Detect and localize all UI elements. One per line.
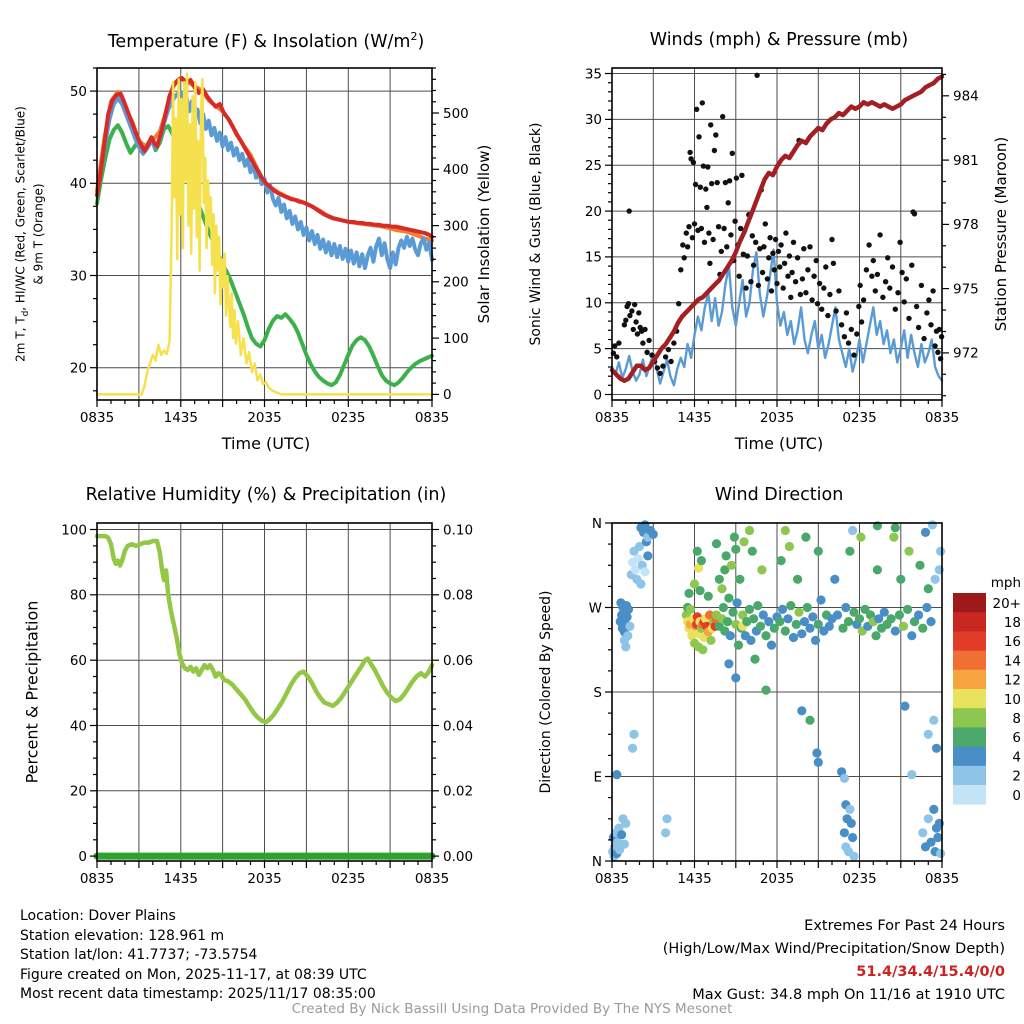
legend-title: mph xyxy=(990,575,1021,591)
svg-text:0835: 0835 xyxy=(594,871,630,887)
svg-text:0.10: 0.10 xyxy=(443,522,474,539)
legend-label: 20+ xyxy=(992,595,1021,612)
legend-swatch xyxy=(953,593,986,613)
legend-swatch xyxy=(953,727,986,747)
legend-label: 18 xyxy=(1003,615,1021,631)
svg-text:1435: 1435 xyxy=(677,410,712,426)
svg-text:40: 40 xyxy=(69,176,87,193)
svg-text:0.06: 0.06 xyxy=(443,653,474,669)
extremes-subtitle: (High/Low/Max Wind/Precipitation/Snow Depth) xyxy=(662,941,1005,957)
svg-text:1435: 1435 xyxy=(677,871,712,887)
svg-text:5: 5 xyxy=(593,341,602,358)
figure-created: Figure created on Mon, 2025-11-17, at 08:39 UTC xyxy=(20,966,367,983)
credit-line: Created By Nick Bassill Using Data Provided By The NYS Mesonet xyxy=(291,1001,733,1017)
svg-text:35: 35 xyxy=(584,66,602,83)
svg-text:25: 25 xyxy=(584,158,602,174)
svg-text:15: 15 xyxy=(584,249,602,266)
legend-label: 2 xyxy=(1012,768,1021,785)
svg-text:50: 50 xyxy=(69,83,87,100)
legend-swatch xyxy=(953,689,986,709)
title-superscript: 2 xyxy=(410,30,418,43)
station-elevation: Station elevation: 128.961 m xyxy=(20,927,225,944)
svg-text:200: 200 xyxy=(443,274,469,291)
svg-text:1435: 1435 xyxy=(163,871,198,887)
svg-text:W: W xyxy=(588,600,602,617)
svg-text:S: S xyxy=(593,684,602,701)
legend-label: 0 xyxy=(1012,787,1021,804)
legend-label: 12 xyxy=(1003,672,1021,689)
svg-text:10: 10 xyxy=(584,295,602,312)
legend-label: 4 xyxy=(1012,749,1021,766)
svg-text:1435: 1435 xyxy=(163,410,198,426)
y-axis-label-percent: Percent & Precipitation xyxy=(22,600,42,784)
winds-pressure-chart xyxy=(512,0,1024,455)
x-axis-label-right: Time (UTC) xyxy=(734,434,824,453)
svg-text:40: 40 xyxy=(69,718,87,735)
station-info xyxy=(20,907,376,1005)
legend-swatch xyxy=(953,631,986,651)
extremes-values: 51.4/34.4/15.4/0/0 xyxy=(856,964,1005,980)
data-timestamp: Most recent data timestamp: 2025/11/17 08:35:00 xyxy=(20,986,376,1002)
svg-text:981: 981 xyxy=(953,152,979,169)
title-text: Temperature (F) & Insolation (W/m xyxy=(107,31,411,52)
svg-text:20: 20 xyxy=(69,783,87,800)
svg-text:N: N xyxy=(591,853,602,870)
station-location: Location: Dover Plains xyxy=(20,908,176,924)
y-axis-label-insolation: Solar Insolation (Yellow) xyxy=(475,144,493,324)
svg-text:0835: 0835 xyxy=(594,410,630,426)
svg-text:2035: 2035 xyxy=(759,410,795,426)
legend-label: 6 xyxy=(1012,730,1021,747)
chart-title-humidity: Relative Humidity (%) & Precipitation (in) xyxy=(85,485,447,505)
svg-text:0: 0 xyxy=(78,848,87,865)
svg-text:0235: 0235 xyxy=(331,410,366,426)
svg-text:60: 60 xyxy=(69,653,87,669)
svg-text:0835: 0835 xyxy=(924,410,960,426)
svg-text:0235: 0235 xyxy=(331,871,366,887)
svg-text:0835: 0835 xyxy=(924,871,960,887)
extremes-info xyxy=(663,915,1005,1007)
y-axis-label-wind: Sonic Wind & Gust (Blue, Black) xyxy=(528,122,544,346)
svg-text:972: 972 xyxy=(953,345,979,362)
svg-text:0835: 0835 xyxy=(79,871,115,887)
extremes-title: Extremes For Past 24 Hours xyxy=(804,918,1005,934)
svg-text:500: 500 xyxy=(443,105,469,122)
temperature-insolation-chart xyxy=(0,0,512,455)
svg-text:0235: 0235 xyxy=(842,410,877,426)
svg-text:978: 978 xyxy=(953,217,979,234)
svg-text:0235: 0235 xyxy=(842,871,877,887)
svg-text:0.04: 0.04 xyxy=(443,718,474,735)
svg-text:80: 80 xyxy=(69,587,87,604)
svg-text:400: 400 xyxy=(443,162,469,179)
svg-text:N: N xyxy=(591,515,602,532)
y-axis-label-pressure: Station Pressure (Maroon) xyxy=(992,136,1010,332)
svg-text:100: 100 xyxy=(61,522,87,539)
y-axis-label-direction: Direction (Colored By Speed) xyxy=(538,590,554,794)
svg-text:984: 984 xyxy=(953,88,979,105)
svg-text:100: 100 xyxy=(443,330,469,347)
svg-text:30: 30 xyxy=(69,268,87,285)
legend-swatch xyxy=(953,766,986,786)
legend-label: 10 xyxy=(1003,691,1021,708)
svg-text:975: 975 xyxy=(953,281,979,298)
svg-text:0.02: 0.02 xyxy=(443,783,474,800)
svg-text:300: 300 xyxy=(443,218,469,235)
legend-swatch xyxy=(953,747,986,767)
max-gust: Max Gust: 34.8 mph On 11/16 at 1910 UTC xyxy=(692,987,1005,1003)
x-axis-label-left: Time (UTC) xyxy=(221,434,311,453)
legend-label: 8 xyxy=(1012,711,1021,727)
legend-swatch xyxy=(953,708,986,728)
svg-text:2035: 2035 xyxy=(247,871,282,887)
svg-text:20: 20 xyxy=(584,203,602,220)
svg-text:2035: 2035 xyxy=(759,871,795,887)
wind-direction-chart xyxy=(512,455,1024,910)
title-text-post: ) xyxy=(417,31,425,52)
svg-text:0: 0 xyxy=(593,387,602,404)
svg-text:0.08: 0.08 xyxy=(443,587,474,604)
svg-text:2035: 2035 xyxy=(247,410,282,426)
legend-swatch xyxy=(953,612,986,632)
svg-text:0835: 0835 xyxy=(79,410,115,426)
y-axis-label-temp: 2m T, $T_d$, HI/WC (Red, Green, Scarlet/Blue) & 9m T (Orange) xyxy=(13,106,46,362)
legend-swatch xyxy=(953,651,986,671)
svg-text:20: 20 xyxy=(69,360,87,377)
humidity-precip-chart xyxy=(0,455,512,910)
svg-text:E: E xyxy=(593,769,602,786)
chart-title-temperature xyxy=(108,30,425,52)
svg-text:30: 30 xyxy=(584,112,602,129)
svg-text:0835: 0835 xyxy=(414,410,450,426)
svg-text:0: 0 xyxy=(443,387,452,404)
chart-title-winds: Winds (mph) & Pressure (mb) xyxy=(649,30,909,50)
legend-label: 16 xyxy=(1003,634,1021,651)
svg-text:0835: 0835 xyxy=(414,871,450,887)
svg-text:0.00: 0.00 xyxy=(443,848,474,865)
legend-label: 14 xyxy=(1003,653,1021,670)
legend-swatch xyxy=(953,670,986,690)
legend-swatch xyxy=(953,785,986,805)
station-latlon: Station lat/lon: 41.7737; -73.5754 xyxy=(20,947,258,963)
chart-title-wind-direction: Wind Direction xyxy=(714,485,844,505)
